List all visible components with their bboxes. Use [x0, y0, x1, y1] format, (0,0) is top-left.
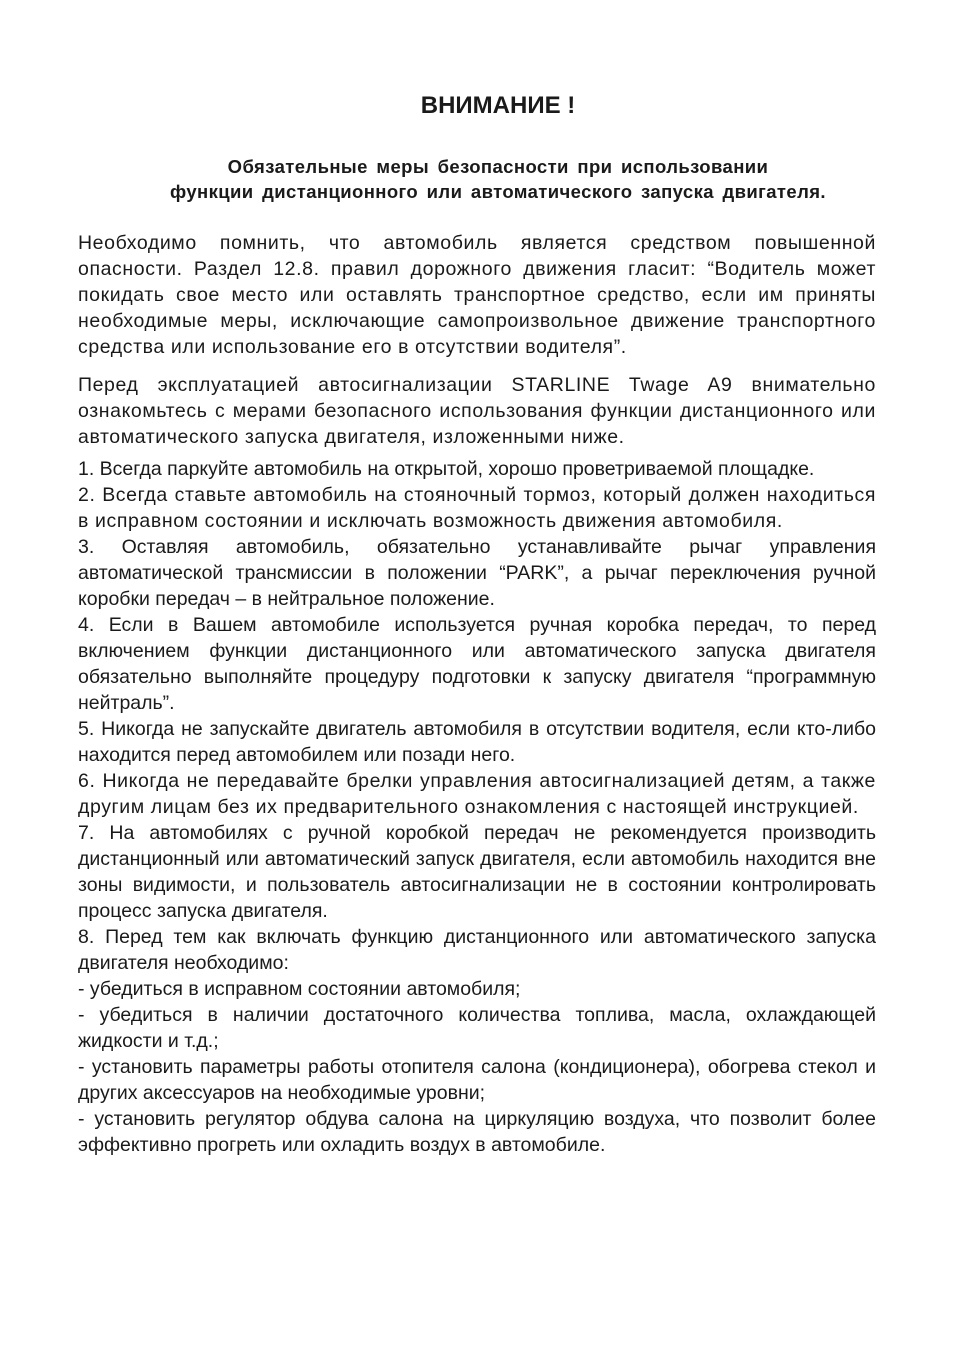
safety-item-5: 5. Никогда не запускайте двигатель автомобиля в отсутствии водителя, если кто-либо находится перед автомобилем или позади него.: [78, 718, 876, 766]
page-subtitle: [78, 154, 918, 204]
intro-paragraph-2: Перед эксплуатацией автосигнализации STARLINE Twage A9 внимательно ознакомьтесь с мерами безопасного использования функции дистанционного или автоматического запуска двигателя, изложенными ниже.: [78, 374, 876, 448]
subtitle-line-2: функции дистанционного или автоматического запуска двигателя.: [170, 181, 826, 202]
safety-item-6: 6. Никогда не передавайте брелки управления автосигнализацией детям, а также другим лицам без их предварительного ознакомления с настоящей инструкцией.: [78, 770, 876, 818]
safety-item-2: 2. Всегда ставьте автомобиль на стояночный тормоз, который должен находиться в исправном состоянии и исключать возможность движения автомобиля.: [78, 484, 876, 532]
safety-item-8: 8. Перед тем как включать функцию дистанционного или автоматического запуска двигателя необходимо:: [78, 926, 876, 974]
precheck-item-2: - убедиться в наличии достаточного количества топлива, масла, охлаждающей жидкости и т.д.;: [78, 1004, 876, 1052]
safety-item-7: 7. На автомобилях с ручной коробкой передач не рекомендуется производить дистанционный или автоматический запуск двигателя, если автомобиль находится вне зоны видимости, и пользователь автосигнализации не в состоянии контролировать процесс запуска двигателя.: [78, 822, 876, 922]
page-title: ВНИМАНИЕ !: [420, 92, 576, 119]
document-body: [78, 230, 876, 1158]
intro-paragraph-1: Необходимо помнить, что автомобиль является средством повышенной опасности. Раздел 12.8. правил дорожного движения гласит: “Водитель может покидать свое место или оставлять транспортное средство, если им приняты необходимые меры, исключающие самопроизвольное движение транспортного средства или использование его в отсутствии водителя”.: [78, 232, 876, 358]
safety-item-4: 4. Если в Вашем автомобиле используется ручная коробка передач, то перед включением функции дистанционного или автоматического запуска двигателя обязательно выполняйте процедуру подготовки к запуску двигателя “программную нейтраль”.: [78, 614, 876, 714]
precheck-item-3: - установить параметры работы отопителя салона (кондиционера), обогрева стекол и других аксессуаров на необходимые уровни;: [78, 1056, 876, 1104]
subtitle-line-1: Обязательные меры безопасности при использовании: [227, 156, 769, 177]
safety-item-1: 1. Всегда паркуйте автомобиль на открытой, хорошо проветриваемой площадке.: [78, 458, 815, 480]
safety-item-3: 3. Оставляя автомобиль, обязательно устанавливайте рычаг управления автоматической трансмиссии в положении “PARK”, а рычаг переключения ручной коробки передач – в нейтральное положение.: [78, 536, 876, 610]
precheck-item-1: - убедиться в исправном состоянии автомобиля;: [78, 978, 521, 1000]
precheck-item-4: - установить регулятор обдува салона на циркуляцию воздуха, что позволит более эффективно прогреть или охладить воздух в автомобиле.: [78, 1108, 876, 1156]
